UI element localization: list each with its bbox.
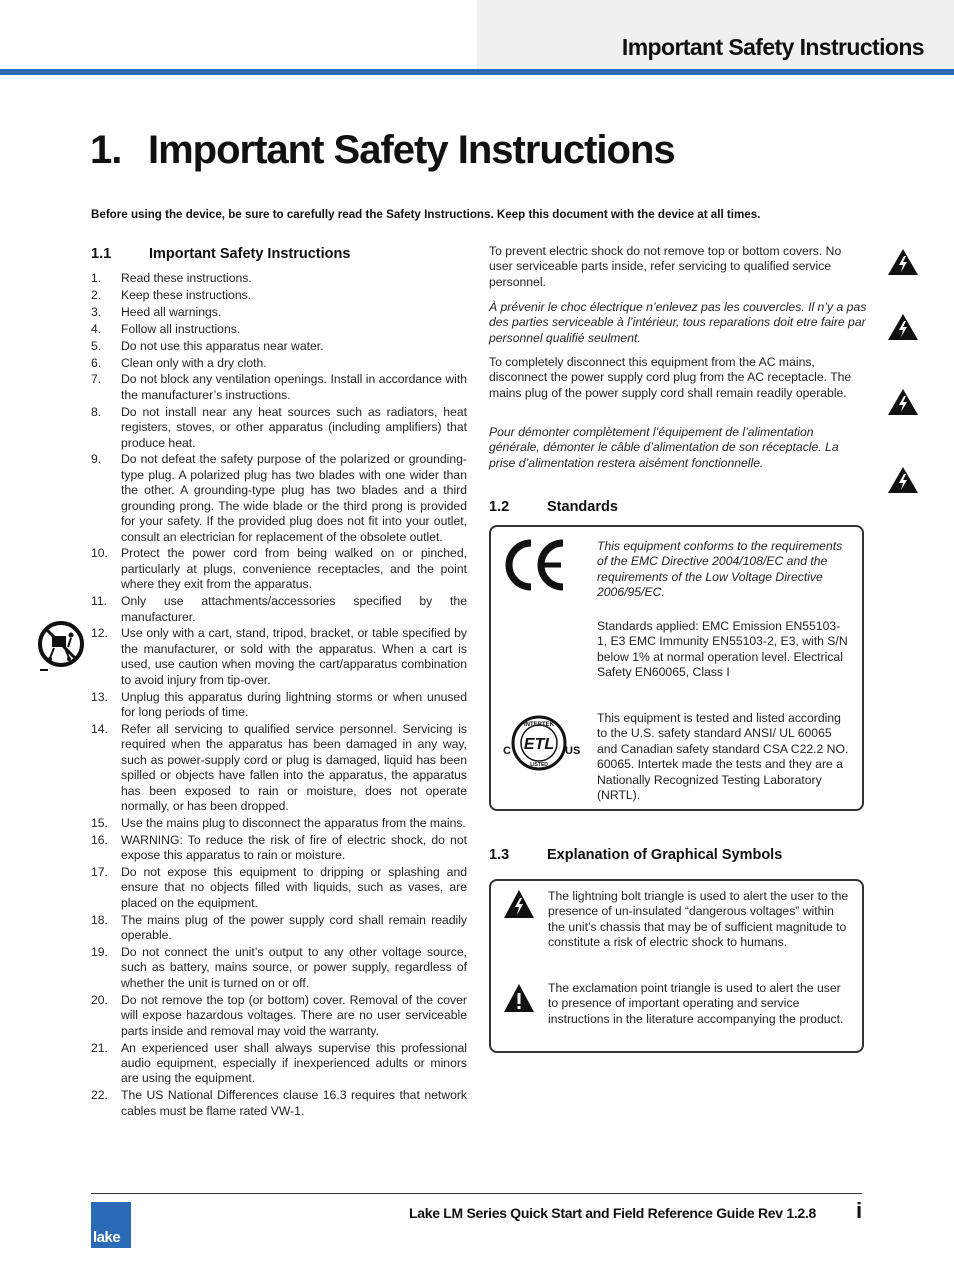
list-item: [91, 546, 467, 592]
list-item: [91, 913, 467, 944]
exclamation-triangle-icon: [503, 983, 535, 1013]
list-item-number: 10.: [91, 546, 108, 561]
list-item: [91, 865, 467, 911]
list-item-number: 22.: [91, 1088, 108, 1103]
list-item-text: Use only with a cart, stand, tripod, bracket, or table specified by the manufacturer, or sold with the apparatus. When a cart is used, use caution when moving the cart/apparatus combination to avoid injury from tip-over.: [121, 626, 467, 687]
header-accent-bar: [0, 69, 954, 75]
list-item-number: 12.: [91, 626, 108, 641]
section-title: Important Safety Instructions: [149, 246, 351, 262]
list-item-number: 20.: [91, 992, 108, 1007]
header-title: Important Safety Instructions: [621, 34, 924, 60]
list-item-number: 1.: [91, 271, 102, 285]
lightning-warning-icon: [887, 248, 919, 276]
section-number: 1.2: [489, 499, 510, 515]
list-item-text: Do not install near any heat sources such as radiators, heat registers, stoves, or other apparatus (including amplifiers) that produce heat.: [121, 404, 467, 450]
standards-applied-text: Standards applied: EMC Emission EN55103-1, E3 EMC Immunity EN55103-2, E3, with S/N below 1% at normal operation level. Electrical Safety EN60065, Class I: [597, 619, 848, 680]
list-item-number: 2.: [91, 287, 102, 302]
list-item-number: 3.: [91, 304, 102, 319]
lightning-warning-icon: [887, 466, 919, 494]
list-item-number: 19.: [91, 945, 108, 960]
etl-right-label: US: [565, 745, 581, 757]
lake-logo-text: lake: [93, 1229, 121, 1246]
list-item-number: 18.: [91, 912, 108, 927]
list-item-number: 14.: [91, 721, 108, 736]
section-title: Explanation of Graphical Symbols: [547, 847, 783, 863]
section-number: 1.3: [489, 847, 510, 863]
list-item: [91, 594, 467, 625]
list-item-number: 15.: [91, 815, 108, 830]
list-item-number: 6.: [91, 355, 102, 370]
etl-listed-mark-icon: [499, 714, 581, 772]
footer-divider: [91, 1193, 862, 1194]
list-item-text: Read these instructions.: [121, 271, 252, 285]
cart-tipover-warning-icon: [38, 620, 84, 674]
page-number: i: [856, 1198, 863, 1223]
etl-left-label: C: [503, 745, 511, 757]
list-item-text: Do not expose this equipment to dripping or splashing and ensure that no objects filled with liquids, such as vases, are placed on the equipment.: [121, 865, 467, 910]
footer-guide-title: Lake LM Series Quick Start and Field Reference Guide Rev 1.2.8: [408, 1205, 816, 1221]
list-item: [91, 722, 467, 814]
lake-logo: [91, 1202, 131, 1248]
disconnect-notice-fr: Pour démonter complètement l’équipement de l’alimentation générale, démonter le câble d’alimentation de son réceptacle. La prise d’alimentation restera aisément fonctionnelle.: [489, 425, 839, 470]
list-item-text: Keep these instructions.: [121, 287, 252, 302]
list-item-text: Refer all servicing to qualified service personnel. Servicing is required when the apparatus has been damaged in any way, such as power-supply cord or plug is damaged, liquid has been spilled or objects have fallen into the apparatus, the apparatus has been exposed to rain or moisture, does not operate normally, or has been dropped.: [121, 721, 467, 813]
intro-text: Before using the device, be sure to carefully read the Safety Instructions. Keep this document with the device at all times.: [91, 208, 761, 221]
lightning-warning-icon: [887, 313, 919, 341]
list-item-number: 7.: [91, 372, 102, 387]
etl-center-label: ETL: [523, 736, 555, 753]
list-item: [91, 690, 467, 721]
lightning-symbol-text: The lightning bolt triangle is used to alert the user to the presence of un-insulated “dangerous voltages” within the unit’s chassis that may be of sufficient magnitude to constitute a risk of electric shock to humans.: [548, 889, 849, 950]
list-item: [91, 372, 467, 403]
list-item-number: 8.: [91, 404, 102, 419]
listing-text: This equipment is tested and listed according to the U.S. safety standard ANSI/ UL 60065 and Canadian safety standard CSA C22.2 NO. 60065. Intertek made the tests and they are a Nationally Recognized Testing Laboratory (NRTL).: [597, 711, 849, 803]
etl-top-label: INTERTEK: [524, 722, 554, 728]
list-item-number: 17.: [91, 865, 108, 880]
list-item-text: Follow all instructions.: [121, 321, 241, 336]
list-item: [91, 993, 467, 1039]
lightning-triangle-icon: [503, 889, 535, 919]
section-1-2-heading: [489, 499, 618, 515]
lightning-warning-icon: [887, 388, 919, 416]
list-item: [91, 626, 467, 688]
list-item-text: Use the mains plug to disconnect the apparatus from the mains.: [121, 815, 466, 830]
list-item-text: Do not defeat the safety purpose of the polarized or grounding-type plug. A polarized plug has two blades with one wider than the other. A grounding-type plug has two blades and a third grounding prong. The wide blade or the third prong is provided for your safety. If the provided plug does not fit into your outlet, consult an electrician for replacement of the obsolete outlet.: [121, 452, 467, 544]
list-item-text: Do not connect the unit’s output to any other voltage source, such as battery, mains source, or power supply, regardless of whether the unit is turned on or off.: [121, 945, 467, 990]
list-item: [91, 452, 467, 544]
list-item-text: Protect the power cord from being walked on or pinched, particularly at plugs, convenience receptacles, and the point where they exit from the apparatus.: [121, 546, 467, 592]
list-item: [91, 288, 467, 303]
conformity-text: This equipment conforms to the requirements of the EMC Directive 2004/108/EC and the requirements of the Low Voltage Directive 2006/95/EC.: [597, 539, 843, 600]
list-item: [91, 322, 467, 337]
safety-instruction-list: [91, 271, 467, 1121]
list-item-text: The US National Differences clause 16.3 requires that network cables must be flame rated VW-1.: [121, 1088, 467, 1118]
list-item: [91, 833, 467, 864]
shock-warning-en: To prevent electric shock do not remove top or bottom covers. No user serviceable parts inside, refer servicing to qualified service personnel.: [489, 244, 842, 289]
list-item: [91, 405, 467, 451]
list-item: [91, 356, 467, 371]
list-item-text: Do not remove the top (or bottom) cover. Removal of the cover will expose hazardous voltages. There are no user serviceable parts inside and removal may void the warranty.: [121, 992, 467, 1038]
section-1-3-heading: [489, 847, 782, 863]
list-item-number: 4.: [91, 321, 102, 336]
list-item-text: Do not block any ventilation openings. Install in accordance with the manufacturer’s instructions.: [121, 372, 467, 402]
list-item-number: 13.: [91, 689, 108, 704]
section-number: 1.1: [91, 246, 112, 262]
list-item-number: 21.: [91, 1040, 108, 1055]
list-item-text: Only use attachments/accessories specified by the manufacturer.: [121, 594, 467, 624]
list-item: [91, 816, 467, 831]
list-item: [91, 1041, 467, 1087]
list-item-number: 11.: [91, 594, 108, 609]
ce-mark-icon: [501, 539, 567, 591]
list-item: [91, 1088, 467, 1119]
list-item-text: Clean only with a dry cloth.: [121, 355, 267, 370]
chapter-title: [90, 128, 675, 173]
disconnect-notice-en: To completely disconnect this equipment from the AC mains, disconnect the power supply cord plug from the AC receptacle. The mains plug of the power supply cord shall remain readily operable.: [489, 355, 852, 400]
list-item: [91, 339, 467, 354]
etl-bottom-label: LISTED: [530, 762, 548, 768]
exclamation-symbol-text: The exclamation point triangle is used to alert the user to presence of important operating and service instructions in the literature accompanying the product.: [548, 981, 844, 1026]
list-item: [91, 945, 467, 991]
list-item-number: 16.: [91, 832, 108, 847]
section-1-1-heading: [91, 246, 350, 262]
list-item-text: Heed all warnings.: [121, 304, 222, 319]
list-item-text: Do not use this apparatus near water.: [121, 338, 324, 353]
list-item: [91, 305, 467, 320]
chapter-number: 1.: [90, 128, 122, 172]
list-item-text: Unplug this apparatus during lightning storms or when unused for long periods of time.: [121, 689, 467, 719]
list-item-number: 5.: [91, 338, 102, 353]
section-title: Standards: [547, 499, 618, 515]
standards-box: [489, 525, 864, 811]
shock-warning-fr: À prévenir le choc électrique n’enlevez pas les couvercles. Il n’y a pas des parties serviceable à l’intérieur, tous reparations doit etre faire par personnel qualifié seulment.: [489, 300, 867, 345]
list-item-number: 9.: [91, 452, 102, 467]
list-item-text: WARNING: To reduce the risk of fire of electric shock, do not expose this apparatus to rain or moisture.: [121, 832, 467, 863]
chapter-title-text: Important Safety Instructions: [148, 128, 675, 172]
list-item-text: The mains plug of the power supply cord shall remain readily operable.: [121, 912, 467, 943]
list-item: [91, 271, 467, 286]
symbols-box: [489, 879, 864, 1053]
list-item-text: An experienced user shall always supervise this professional audio equipment, especially if inexperienced adults or minors are using the equipment.: [121, 1040, 467, 1086]
